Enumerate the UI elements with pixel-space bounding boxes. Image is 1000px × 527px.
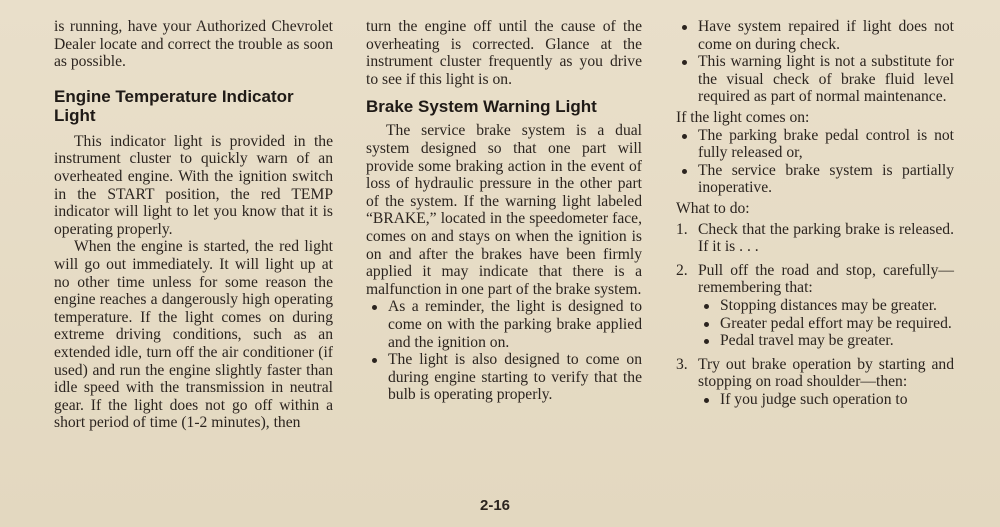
brake-system-heading: Brake System Warning Light (366, 97, 597, 117)
column-1 (54, 18, 333, 432)
bullet-icon (372, 305, 377, 310)
list-item: Greater pedal effort may be required. (698, 315, 954, 333)
bullet-icon (372, 358, 377, 363)
engine-temperature-para-1: This indicator light is provided in the instrument cluster to quickly warn of an overheated engine. With the ignition switch in the START position, the red TEMP indicator will light to let you know that it is operating properly. (54, 132, 333, 238)
step-2: 2. Pull off the road and stop, carefully—remembering that: Stopping distances may be greater. Greater pedal effort may be required. Pedal travel may be greater. (676, 261, 954, 350)
if-light-label: If the light comes on: (676, 108, 810, 126)
bullet-icon (682, 134, 687, 139)
page-number: 2-16 (480, 497, 511, 514)
engine-temperature-para-2: When the engine is started, the red light will go out immediately. It will light up at no other time unless for some reason the engine reaches a dangerously high operating temperature. If the light comes on during extreme driving conditions, such as an extended idle, turn off the air conditioner (if used) and run the engine slightly faster than idle speed with the transmission in neutral gear. If the light does not go off within a short period of time (1-2 minutes), then (54, 238, 333, 432)
what-to-do-label: What to do: (676, 199, 750, 217)
list-item: The parking brake pedal control is not fully released or, (676, 127, 954, 162)
bullet-icon (704, 304, 709, 309)
list-item: Stopping distances may be greater. (698, 297, 954, 315)
brake-system-para-1: The service brake system is a dual system designed so that one part will provide some braking action in the event of loss of hydraulic pressure in the other part of the system. If the warning light labeled “BRAKE,” located in the speedometer face, comes on and stays on when the ignition is on and after the brakes have been firmly applied it may indicate that there is a malfunction in one part of the brake system. (366, 122, 642, 298)
step-3: 3. Try out brake operation by starting and stopping on road shoulder—then: If you judge such operation to (676, 355, 954, 408)
engine-temperature-heading: Engine Temperature Indicator Light (54, 86, 294, 125)
column-3 (676, 18, 954, 414)
if-bullets (676, 127, 954, 197)
col1-intro: is running, have your Authorized Chevrolet Dealer locate and correct the trouble as soon as possible. (54, 18, 333, 71)
brake-bullets (366, 298, 642, 404)
list-item: The light is also designed to come on during engine starting to verify that the bulb is operating properly. (366, 351, 642, 404)
bullet-icon (704, 398, 709, 403)
bullet-icon (704, 339, 709, 344)
list-item: Pedal travel may be greater. (698, 332, 954, 350)
step-2-bullets (698, 297, 954, 350)
bullet-icon (682, 25, 687, 30)
column-2 (366, 18, 642, 404)
list-item: The service brake system is partially inoperative. (676, 162, 954, 197)
bullet-icon (682, 169, 687, 174)
list-item: As a reminder, the light is designed to come on with the parking brake applied and the ignition on. (366, 298, 642, 351)
list-item: If you judge such operation to (698, 391, 954, 409)
list-item: Have system repaired if light does not come on during check. (676, 18, 954, 53)
steps-list (676, 221, 954, 409)
bullet-icon (682, 60, 687, 65)
step-1: 1. Check that the parking brake is released. If it is . . . (676, 220, 954, 256)
list-item: This warning light is not a substitute for the visual check of brake fluid level required as part of normal maintenance. (676, 53, 954, 106)
bullet-icon (704, 322, 709, 327)
col2-intro: turn the engine off until the cause of the overheating is corrected. Glance at the instrument cluster frequently as you drive to see if this light is on. (366, 18, 642, 88)
step-3-bullets (698, 391, 954, 409)
check-bullets (676, 18, 954, 106)
